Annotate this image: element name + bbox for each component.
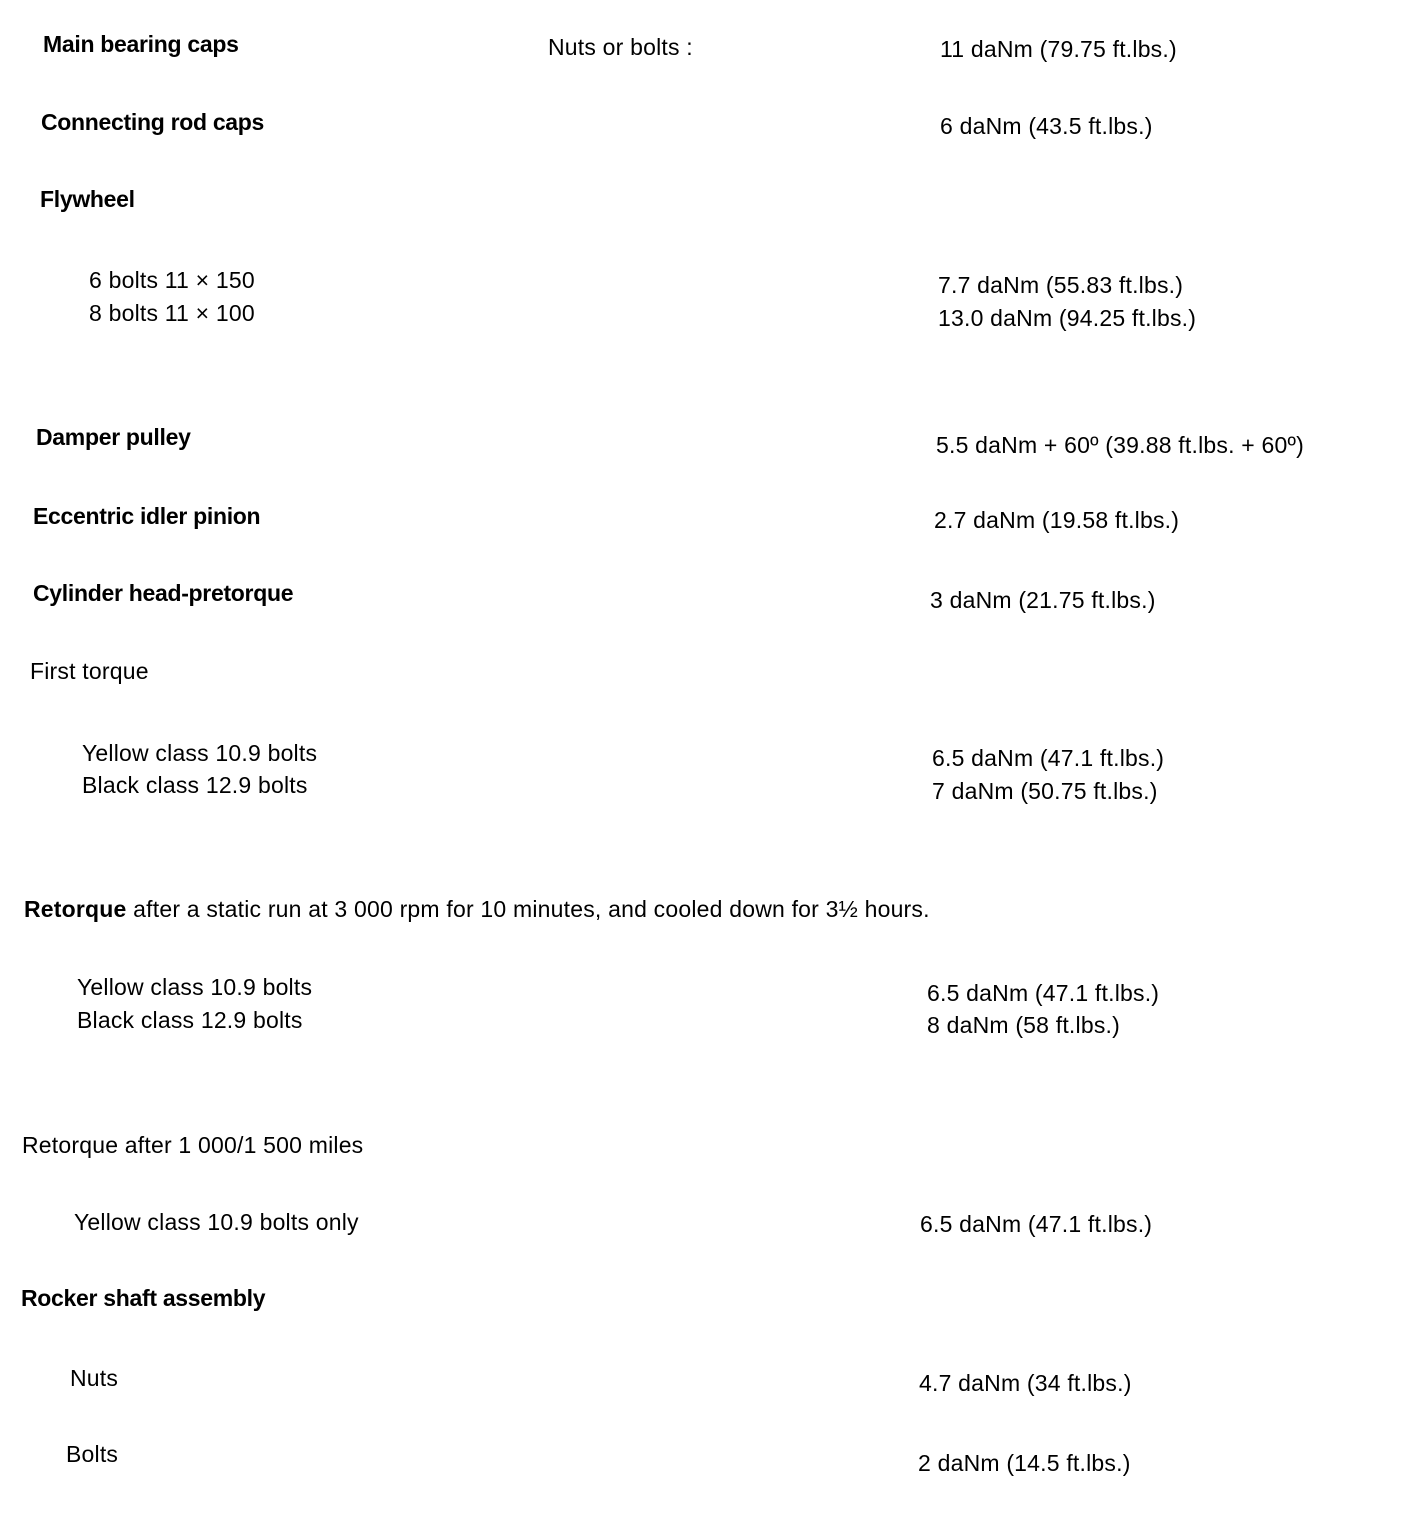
rocker-shaft-item-label: Nuts: [70, 1365, 119, 1391]
flywheel-item-value: 13.0 daNm (94.25 ft.lbs.): [938, 305, 1197, 331]
connecting-rod-caps-heading: Connecting rod caps: [41, 109, 265, 135]
retorque-static-note: [24, 895, 930, 923]
first-torque-heading: First torque: [30, 658, 149, 684]
retorque-miles-heading: Retorque after 1 000/1 500 miles: [22, 1132, 364, 1158]
retorque-static-item-value: 6.5 daNm (47.1 ft.lbs.): [927, 980, 1160, 1006]
retorque-static-strong: Retorque: [24, 896, 127, 922]
first-torque-item-value: 7 daNm (50.75 ft.lbs.): [932, 778, 1158, 804]
first-torque-item-value: 6.5 daNm (47.1 ft.lbs.): [932, 745, 1165, 771]
flywheel-item-value: 7.7 daNm (55.83 ft.lbs.): [938, 272, 1184, 298]
main-bearing-caps-heading: Main bearing caps: [43, 31, 239, 57]
first-torque-item-label: Yellow class 10.9 bolts: [82, 740, 318, 766]
eccentric-idler-pinion-heading: Eccentric idler pinion: [33, 503, 261, 529]
retorque-static-item-label: Yellow class 10.9 bolts: [77, 974, 313, 1000]
eccentric-idler-pinion-value: 2.7 daNm (19.58 ft.lbs.): [934, 507, 1180, 533]
rocker-shaft-item-value: 2 daNm (14.5 ft.lbs.): [918, 1450, 1131, 1476]
flywheel-heading: Flywheel: [40, 186, 135, 212]
cylinder-head-pretorque-heading: Cylinder head-pretorque: [33, 580, 294, 606]
main-bearing-caps-note: Nuts or bolts :: [548, 34, 693, 60]
first-torque-item-label: Black class 12.9 bolts: [82, 772, 308, 798]
retorque-miles-item-label: Yellow class 10.9 bolts only: [74, 1209, 359, 1235]
rocker-shaft-item-label: Bolts: [66, 1441, 119, 1467]
retorque-miles-item-value: 6.5 daNm (47.1 ft.lbs.): [920, 1211, 1153, 1237]
cylinder-head-pretorque-value: 3 daNm (21.75 ft.lbs.): [930, 587, 1156, 613]
damper-pulley-heading: Damper pulley: [36, 424, 191, 450]
connecting-rod-caps-value: 6 daNm (43.5 ft.lbs.): [940, 113, 1153, 139]
rocker-shaft-item-value: 4.7 daNm (34 ft.lbs.): [919, 1370, 1132, 1396]
rocker-shaft-assembly-heading: Rocker shaft assembly: [21, 1285, 266, 1311]
damper-pulley-value: 5.5 daNm + 60º (39.88 ft.lbs. + 60º): [936, 432, 1304, 458]
main-bearing-caps-value: 11 daNm (79.75 ft.lbs.): [940, 36, 1177, 62]
flywheel-item-label: 8 bolts 11 × 100: [89, 300, 255, 326]
retorque-static-item-label: Black class 12.9 bolts: [77, 1007, 303, 1033]
retorque-static-rest: after a static run at 3 000 rpm for 10 minutes, and cooled down for 3½ hours.: [126, 896, 930, 922]
flywheel-item-label: 6 bolts 11 × 150: [89, 267, 255, 293]
retorque-static-item-value: 8 daNm (58 ft.lbs.): [927, 1012, 1120, 1038]
